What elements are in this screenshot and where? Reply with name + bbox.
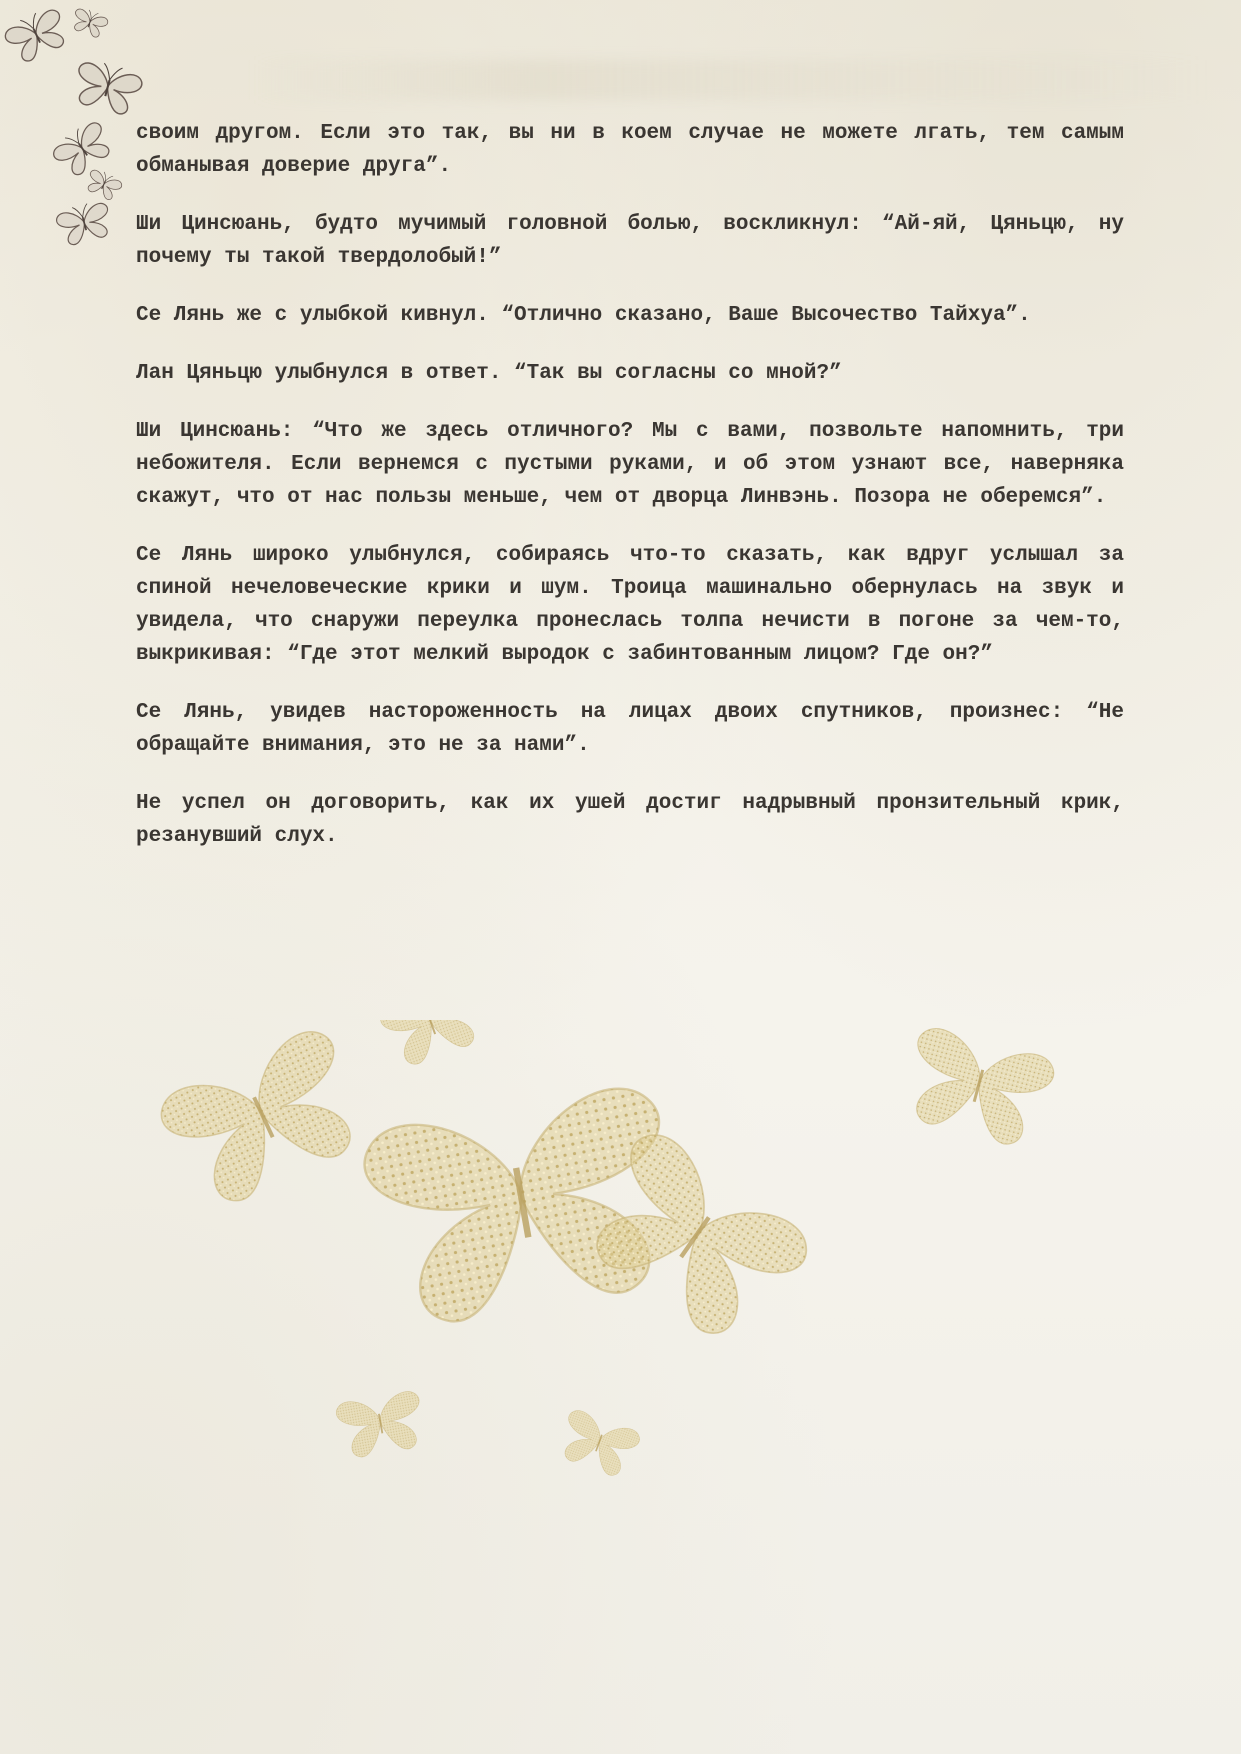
gold-glitter-butterfly-icon <box>377 1020 486 1071</box>
page-body <box>136 117 1124 878</box>
gold-glitter-butterfly-icon <box>1033 1020 1120 1024</box>
paragraph: Ши Цинсюань, будто мучимый головной болью, воскликнул: “Ай-яй, Цяньцю, ну почему ты такой твердолобый!” <box>136 213 1124 269</box>
butterfly-icon <box>49 117 116 180</box>
butterfly-icon <box>1 4 71 66</box>
paragraph: Се Лянь же с улыбкой кивнул. “Отлично сказано, Ваше Высочество Тайхуа”. <box>136 304 1031 327</box>
gold-glitter-butterfly-icon <box>154 1023 376 1216</box>
gold-glitter-butterfly-icon <box>335 1390 427 1460</box>
gold-glitter-butterfly-icon <box>359 1082 688 1333</box>
paragraph: своим другом. Если это так, вы ни в коем случае не можете лгать, тем самым обманывая доверие друга”. <box>136 122 1124 178</box>
paragraph: Се Лянь широко улыбнулся, собираясь что-то сказать, как вдруг услышал за спиной нечеловеческие крики и шум. Троица машинально обернулась на звук и увидела, что снаружи переулка пронеслась толпа нечисти в погоне за чем-то, выкрикивая: “Где этот мелкий выродок с забинтованным лицом? Где он?” <box>136 544 1124 666</box>
butterfly-icon <box>70 6 110 40</box>
paragraph: Се Лянь, увидев настороженность на лицах двоих спутников, произнес: “Не обращайте внимания, это не за нами”. <box>136 701 1124 757</box>
gold-glitter-butterfly-icon <box>555 1408 642 1481</box>
butterfly-icon <box>71 57 145 117</box>
paragraph: Лан Цяньцю улыбнулся в ответ. “Так вы согласны со мной?” <box>136 362 842 385</box>
paragraph: Не успел он договорить, как их ушей достиг надрывный пронзительный крик, резанувший слух. <box>136 792 1124 848</box>
paper-texture <box>250 60 1210 100</box>
corner-butterflies-decoration <box>0 0 150 260</box>
butterfly-icon <box>54 199 114 248</box>
gold-butterflies-decoration <box>140 1020 1120 1500</box>
gold-glitter-butterfly-icon <box>898 1024 1057 1152</box>
butterfly-icon <box>83 167 124 203</box>
paragraph: Ши Цинсюань: “Что же здесь отличного? Мы с вами, позвольте напомнить, три небожителя. Если вернемся с пустыми руками, и об этом узнают все, наверняка скажут, что от нас пользы меньше, чем от дворца Линвэнь. Позора не оберемся”. <box>136 420 1124 509</box>
